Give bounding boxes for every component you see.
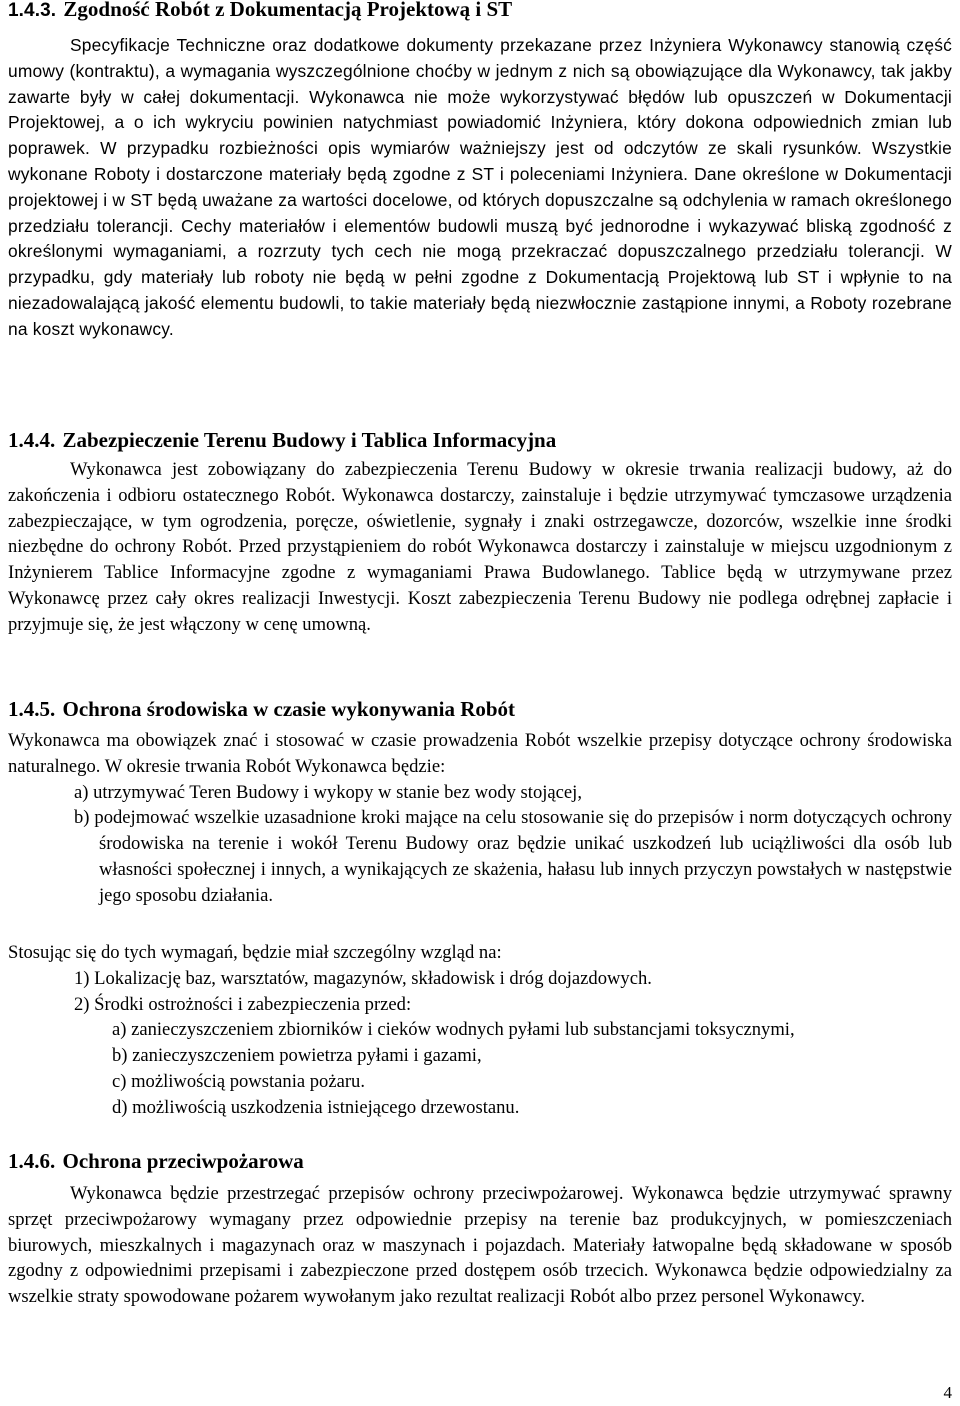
section-title: Zabezpieczenie Terenu Budowy i Tablica Informacyjna	[62, 428, 557, 452]
section-title: Ochrona środowiska w czasie wykonywania Robót	[62, 697, 516, 721]
sub-list-item: a) zanieczyszczeniem zbiorników i cieków wodnych pyłami lub substancjami toksycznymi,	[112, 1019, 795, 1041]
considerations-list	[8, 966, 952, 1121]
sub-list-item: d) możliwością uszkodzenia istniejącego drzewostanu.	[112, 1096, 520, 1118]
section-heading-1-4-4	[8, 427, 556, 453]
section-heading-1-4-5	[8, 696, 515, 722]
section-title: Zgodność Robót z Dokumentacją Projektową i ST	[63, 0, 513, 21]
section-body	[8, 728, 952, 909]
section-paragraph: Wykonawca jest zobowiązany do zabezpieczenia Terenu Budowy w okresie trwania realizacji budowy, aż do zakończenia i odbioru ostatecznego Robót. Wykonawca dostarczy, zainstaluje i będzie utrzymywać tymczasowe urządzenia zabezpieczające, w tym ogrodzenia, poręcze, oświetlenie, sygnały i znaki ostrzegawcze, dozorców, wszelkie inne środki niezbędne do ochrony Robót. Przed przystąpieniem do robót Wykonawca dostarczy i zainstaluje w miejscu uzgodnionym z Inżynierem Tablice Informacyjne zgodne z wymaganiami Prawa Budowlanego. Tablice będą w utrzymywane przez Wykonawcę przez cały okres realizacji Inwestycji. Koszt zabezpieczenia Terenu Budowy nie podlega odrębnej zapłacie i przyjmuje się, że jest włączony w cenę umowną.	[8, 459, 952, 635]
requirements-list	[8, 780, 952, 909]
section-intro: Wykonawca ma obowiązek znać i stosować w czasie prowadzenia Robót wszelkie przepisy dotyczące ochrony środowiska naturalnego. W okresie trwania Robót Wykonawca będzie:	[8, 730, 952, 777]
section-paragraph: Wykonawca będzie przestrzegać przepisów ochrony przeciwpożarowej. Wykonawca będzie utrzymywać sprawny sprzęt przeciwpożarowy wymagany przez odpowiednie przepisy na terenie baz produkcyjnych, w pomieszczeniach biurowych, mieszkalnych i magazynach oraz w maszynach i pojazdach. Materiały łatwopalne będą składowane w sposób zgodny z odpowiednimi przepisami i zabezpieczone przed dostępem osób trzecich. Wykonawca będzie odpowiedzialny za wszelkie straty spowodowane pożarem wywołanym jako rezultat realizacji Robót albo przez personel Wykonawcy.	[8, 1183, 952, 1308]
page-number: 4	[943, 1383, 952, 1402]
section-number: 1.4.4.	[8, 428, 56, 452]
list-item: 2) Środki ostrożności i zabezpieczenia przed:	[74, 993, 412, 1015]
list-item: a) utrzymywać Teren Budowy i wykopy w stanie bez wody stojącej,	[74, 781, 582, 803]
section-paragraph: Specyfikacje Techniczne oraz dodatkowe dokumenty przekazane przez Inżyniera Wykonawcy stanowią część umowy (kontraktu), a wymagania wyszczególnione choćby w jednym z nich są obowiązujące dla Wykonawcy, tak jakby zawarte były w całej dokumentacji. Wykonawca nie może wykorzystywać błędów lub opuszczeń w Dokumentacji Projektowej, a o ich wykryciu powinien natychmiast powiadomić Inżyniera, który dokona odpowiednich zmian lub poprawek. W przypadku rozbieżności opis wymiarów ważniejszy jest od odczytów ze skali rysunków. Wszystkie wykonane Roboty i dostarczone materiały będą zgodne z ST i poleceniami Inżyniera. Dane określone w Dokumentacji projektowej i w ST będą uważane za wartości docelowe, od których dopuszczalne są odchylenia w ramach określonego przedziału tolerancji. Cechy materiałów i elementów budowli muszą być jednorodne i wykazywać bliską zgodność z określonymi wymaganiami, a rozrzuty tych cech nie mogą przekraczać dopuszczalnego przedziału tolerancji. W przypadku, gdy materiały lub roboty nie będą w pełni zgodne z Dokumentacją Projektową lub ST i wpłynie to na niezadowalającą jakość elementu budowli, to takie materiały będą niezwłocznie zastąpione innymi, a Roboty rozebrane na koszt wykonawcy.	[8, 35, 952, 339]
section-number: 1.4.6.	[8, 1149, 56, 1173]
section-number: 1.4.5.	[8, 697, 56, 721]
section-intro: Stosując się do tych wymagań, będzie miał szczególny wzgląd na:	[8, 942, 502, 963]
section-title: Ochrona przeciwpożarowa	[62, 1149, 304, 1173]
section-heading-1-4-6	[8, 1148, 304, 1174]
list-item: b) podejmować wszelkie uzasadnione kroki mające na celu stosowanie się do przepisów i norm dotyczących ochrony środowiska na terenie i wokół Terenu Budowy oraz będzie unikać uszkodzeń lub uciążliwości dla osób lub własności społecznej i innych, a wynikających ze skażenia, hałasu lub innych przyczyn powstałych w następstwie jego sposobu działania.	[74, 807, 952, 906]
section-body	[8, 940, 952, 1121]
section-heading-1-4-3	[8, 0, 512, 24]
sub-list-item: b) zanieczyszczeniem powietrza pyłami i gazami,	[112, 1045, 482, 1067]
section-number: 1.4.3.	[8, 0, 57, 21]
list-item: 1) Lokalizację baz, warsztatów, magazynów, składowisk i dróg dojazdowych.	[74, 967, 652, 989]
sub-list-item: c) możliwością powstania pożaru.	[112, 1070, 365, 1092]
